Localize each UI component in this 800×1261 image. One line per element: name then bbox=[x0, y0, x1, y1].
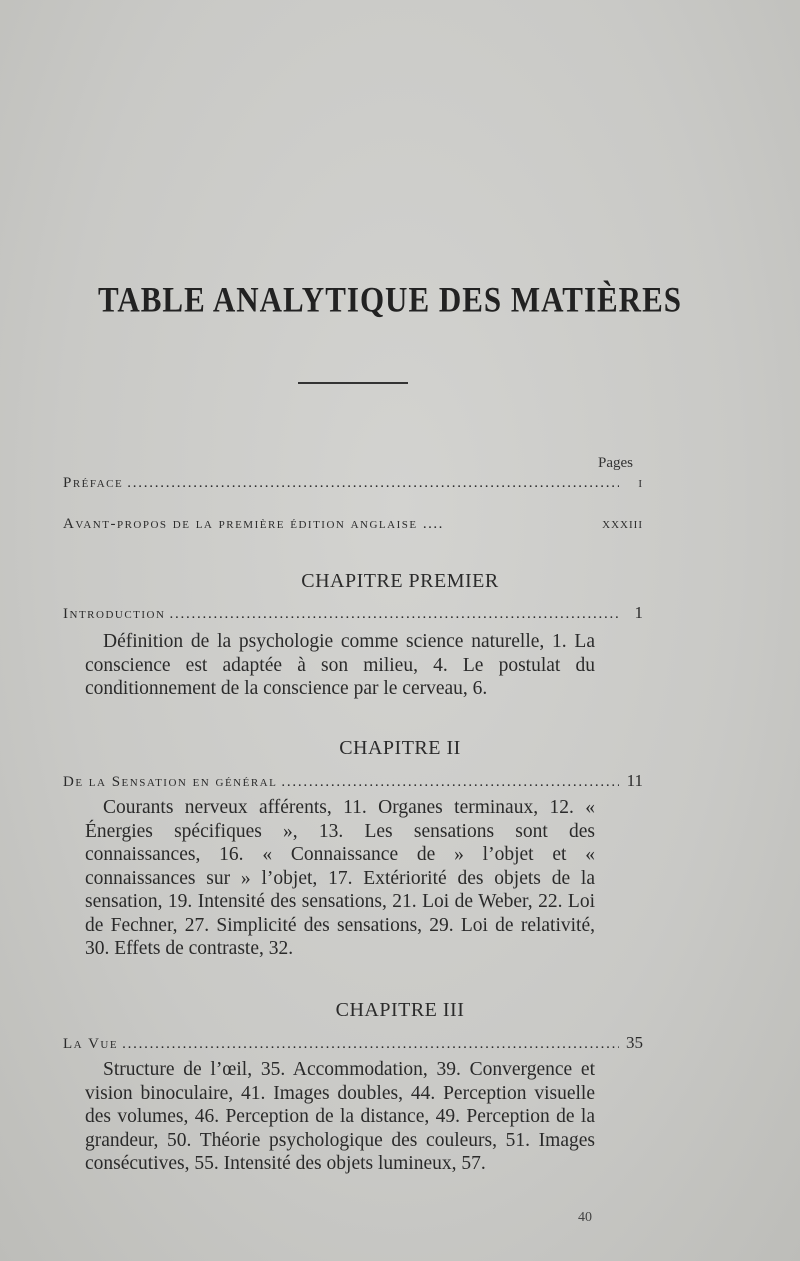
chapter-summary: Structure de l’œil, 35. Accommodation, 39. Convergence et vision binoculaire, 41. Images doubles, 44. Perception visuelle des volumes, 46. Perception de la distance, 49. Perception de la grandeur, 50. Théorie psychologique des couleurs, 51. Images consécutives, 55. Intensité des objets lumineux, 57. bbox=[85, 1059, 595, 1174]
pages-column-header: Pages bbox=[598, 455, 633, 471]
chapter-summary: Courants nerveux afférents, 11. Organes terminaux, 12. « Énergies spécifiques », 13. Les sensations sont des connaissances, 16. « Connaissance de » l’objet et « connaissances sur » l’objet, 17. Extériorité des objets de la sensation, 19. Intensité des sensations, 21. Loi de Weber, 22. Loi de Fechner, 27. Simplicité des sensations, 29. Loi de relativité, 30. Effets de contraste, 32. bbox=[85, 797, 595, 959]
chapter-heading: CHAPITRE III bbox=[335, 999, 465, 1021]
toc-entry-chapter bbox=[63, 1033, 643, 1053]
toc-entry-avant-propos bbox=[63, 516, 643, 533]
chapter-heading: CHAPITRE PREMIER bbox=[301, 570, 499, 592]
toc-entry-preface bbox=[63, 475, 643, 492]
toc-page-number: i bbox=[638, 475, 643, 491]
leader-dots bbox=[127, 475, 619, 492]
title-rule bbox=[298, 382, 408, 384]
toc-label: Avant-propos de la première édition anglaise .... bbox=[63, 516, 444, 532]
toc-label: Préface bbox=[63, 475, 124, 491]
leader-dots bbox=[122, 1036, 619, 1053]
folio-number: 40 bbox=[578, 1210, 592, 1225]
toc-label: La Vue bbox=[63, 1036, 119, 1052]
page-title: TABLE ANALYTIQUE DES MATIÈRES bbox=[97, 279, 682, 320]
toc-page-number: 11 bbox=[626, 771, 643, 790]
toc-entry-chapter bbox=[63, 771, 643, 791]
chapter-heading: CHAPITRE II bbox=[339, 737, 461, 759]
toc-page-number: xxxiii bbox=[602, 516, 643, 532]
toc-page-number: 1 bbox=[634, 603, 643, 622]
toc-label: Introduction bbox=[63, 606, 166, 622]
toc-page-number: 35 bbox=[626, 1033, 643, 1052]
leader-dots bbox=[281, 774, 619, 791]
toc-label: De la Sensation en général bbox=[63, 774, 278, 790]
leader-dots bbox=[169, 606, 619, 623]
chapter-summary: Définition de la psychologie comme science naturelle, 1. La conscience est adaptée à son milieu, 4. Le postulat du conditionnement de la conscience par le cerveau, 6. bbox=[85, 631, 595, 699]
toc-entry-chapter bbox=[63, 603, 643, 623]
